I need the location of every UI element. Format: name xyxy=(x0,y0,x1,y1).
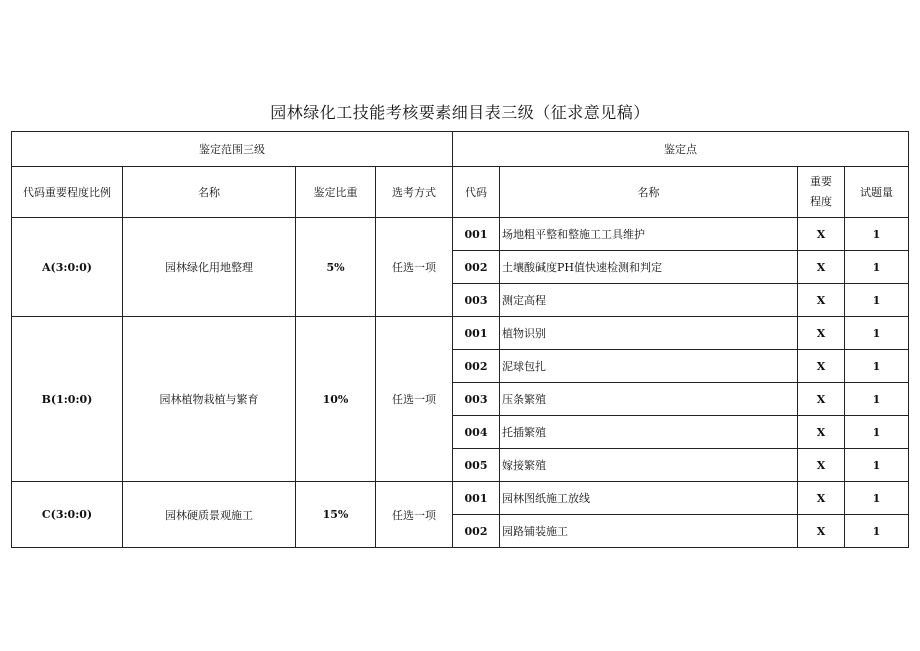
point-importance: X xyxy=(798,350,845,383)
point-count: 1 xyxy=(845,317,909,350)
point-code: 001 xyxy=(453,317,500,350)
point-importance: X xyxy=(798,449,845,482)
point-importance: X xyxy=(798,515,845,548)
point-name: 土壤酸碱度PH值快速检测和判定 xyxy=(500,251,798,284)
point-importance: X xyxy=(798,317,845,350)
group-name: 园林植物栽植与繁育 xyxy=(123,317,296,482)
point-name: 测定高程 xyxy=(500,284,798,317)
point-name: 园路铺装施工 xyxy=(500,515,798,548)
point-code: 002 xyxy=(453,515,500,548)
col-header-importance-line1: 重要 xyxy=(810,175,832,188)
point-count: 1 xyxy=(845,416,909,449)
group-method: 任选一项 xyxy=(376,218,453,317)
point-group-header: 鉴定点 xyxy=(453,132,909,167)
col-header-importance xyxy=(798,167,845,218)
point-code: 003 xyxy=(453,383,500,416)
col-header-weight: 鉴定比重 xyxy=(296,167,376,218)
point-count: 1 xyxy=(845,284,909,317)
point-code: 001 xyxy=(453,482,500,515)
table-row xyxy=(12,218,909,251)
point-importance: X xyxy=(798,482,845,515)
point-count: 1 xyxy=(845,350,909,383)
group-method: 任选一项 xyxy=(376,317,453,482)
point-importance: X xyxy=(798,284,845,317)
point-code: 002 xyxy=(453,251,500,284)
group-code: A(3:0:0) xyxy=(12,218,123,317)
col-header-count: 试题量 xyxy=(845,167,909,218)
point-name: 园林图纸施工放线 xyxy=(500,482,798,515)
col-header-name: 名称 xyxy=(123,167,296,218)
point-code: 001 xyxy=(453,218,500,251)
col-header-point-name: 名称 xyxy=(500,167,798,218)
point-count: 1 xyxy=(845,515,909,548)
group-weight: 10% xyxy=(296,317,376,482)
point-importance: X xyxy=(798,383,845,416)
point-count: 1 xyxy=(845,383,909,416)
point-count: 1 xyxy=(845,482,909,515)
table-row xyxy=(12,317,909,350)
point-importance: X xyxy=(798,218,845,251)
group-weight: 5% xyxy=(296,218,376,317)
scope-group-header: 鉴定范围三级 xyxy=(12,132,453,167)
point-code: 004 xyxy=(453,416,500,449)
point-code: 002 xyxy=(453,350,500,383)
point-code: 003 xyxy=(453,284,500,317)
col-header-code: 代码 xyxy=(453,167,500,218)
point-name: 泥球包扎 xyxy=(500,350,798,383)
point-count: 1 xyxy=(845,218,909,251)
point-name: 压条繁殖 xyxy=(500,383,798,416)
group-code: C(3:0:0) xyxy=(12,482,123,548)
point-name: 嫁接繁殖 xyxy=(500,449,798,482)
point-importance: X xyxy=(798,251,845,284)
point-importance: X xyxy=(798,416,845,449)
col-header-importance-line2: 程度 xyxy=(810,195,832,208)
table-row xyxy=(12,482,909,515)
point-count: 1 xyxy=(845,449,909,482)
point-name: 场地粗平整和整施工工具维护 xyxy=(500,218,798,251)
point-name: 托插繁殖 xyxy=(500,416,798,449)
document-title: 园林绿化工技能考核要素细目表三级（征求意见稿） xyxy=(270,103,650,122)
header-row-groups xyxy=(12,132,909,167)
point-count: 1 xyxy=(845,251,909,284)
group-code: B(1:0:0) xyxy=(12,317,123,482)
group-name: 园林硬质景观施工 xyxy=(123,482,296,548)
header-row-columns xyxy=(12,167,909,218)
col-header-method: 选考方式 xyxy=(376,167,453,218)
col-header-code-ratio: 代码重要程度比例 xyxy=(12,167,123,218)
group-weight: 15% xyxy=(296,482,376,548)
group-method: 任选一项 xyxy=(376,482,453,548)
group-name: 园林绿化用地整理 xyxy=(123,218,296,317)
point-name: 植物识别 xyxy=(500,317,798,350)
assessment-table xyxy=(11,131,909,548)
point-code: 005 xyxy=(453,449,500,482)
